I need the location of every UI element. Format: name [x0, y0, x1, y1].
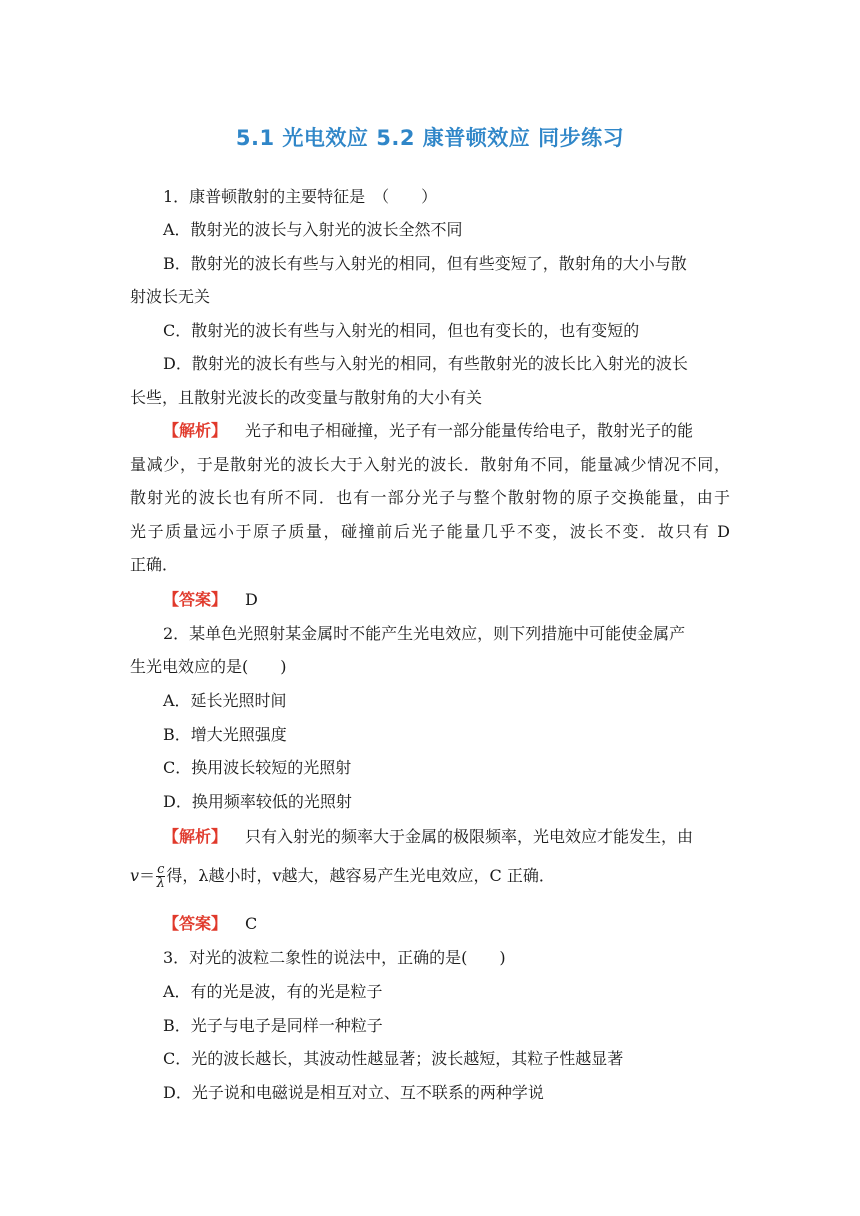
- q1-answer: [163, 589, 763, 611]
- q3-option-d: D．光子说和电磁说是相互对立、互不联系的两种学说: [163, 1083, 544, 1102]
- q1-option-d: D．散射光的波长有些与入射光的相同，有些散射光的波长比入射光的波长: [163, 354, 688, 373]
- q3-option-b: B．光子与电子是同样一种粒子: [163, 1016, 383, 1035]
- q2-explanation-line: [163, 826, 730, 848]
- q1-option-a: A．散射光的波长与入射光的波长全然不同: [163, 220, 463, 239]
- page-title: 5.1 光电效应 5.2 康普顿效应 同步练习: [235, 126, 625, 150]
- q1-option-d-cont: 长些，且散射光波长的改变量与散射角的大小有关: [130, 388, 483, 407]
- q1-option-b-cont: 射波长无关: [130, 287, 211, 306]
- q1-explanation-line: [163, 420, 730, 442]
- q2-option-d: D．换用频率较低的光照射: [163, 792, 352, 811]
- q2-explanation-text: 得，λ越小时，v越大，越容易产生光电效应，C 正确．: [166, 866, 555, 885]
- q2-option-a: A．延长光照时间: [163, 691, 287, 710]
- q3-option-c: C．光的波长越长，其波动性越显著；波长越短，其粒子性越显著: [163, 1049, 624, 1068]
- fraction-numerator: c: [157, 862, 165, 877]
- q2-stem: 2．某单色光照射某金属时不能产生光电效应，则下列措施中可能使金属产: [163, 624, 686, 643]
- q1-explanation-text: 光子和电子相碰撞，光子有一部分能量传给电子，散射光子的能: [245, 421, 694, 440]
- q1-option-c: C．散射光的波长有些与入射光的相同，但也有变长的，也有变短的: [163, 321, 640, 340]
- q2-option-c: C．换用波长较短的光照射: [163, 758, 352, 777]
- q1-explanation-line: 光子质量远小于原子质量，碰撞前后光子能量几乎不变，波长不变．故只有 D: [130, 522, 730, 541]
- q1-explanation-line: 正确．: [130, 555, 179, 574]
- q3-option-a: A．有的光是波，有的光是粒子: [163, 982, 383, 1001]
- q2-explanation-text: 只有入射光的频率大于金属的极限频率，光电效应才能发生，由: [245, 827, 694, 846]
- q1-option-b: B．散射光的波长有些与入射光的相同，但有些变短了，散射角的大小与散: [163, 254, 687, 273]
- formula-fraction: [156, 863, 165, 890]
- fraction-denominator: λ: [156, 876, 165, 891]
- q2-option-b: B．增大光照强度: [163, 725, 287, 744]
- q2-answer: [163, 913, 763, 935]
- q2-stem-cont: 生光电效应的是( ): [130, 657, 287, 676]
- answer-tag: 【答案】: [163, 914, 228, 933]
- q2-answer-value: C: [245, 914, 258, 933]
- q1-explanation-line: 散射光的波长也有所不同．也有一部分光子与整个散射物的原子交换能量，由于: [130, 488, 730, 507]
- q2-formula-line: [130, 862, 730, 890]
- explain-tag: 【解析】: [163, 827, 228, 846]
- q3-stem: 3．对光的波粒二象性的说法中，正确的是( ): [163, 948, 506, 967]
- explain-tag: 【解析】: [163, 421, 228, 440]
- answer-tag: 【答案】: [163, 590, 228, 609]
- formula-v: v: [130, 866, 140, 885]
- formula-equals: ＝: [139, 866, 156, 885]
- q1-explanation-line: 量减少，于是散射光的波长大于入射光的波长．散射角不同，能量减少情况不同，: [130, 455, 730, 474]
- q1-stem: 1．康普顿散射的主要特征是 （ ）: [163, 187, 438, 206]
- q1-answer-value: D: [245, 590, 258, 609]
